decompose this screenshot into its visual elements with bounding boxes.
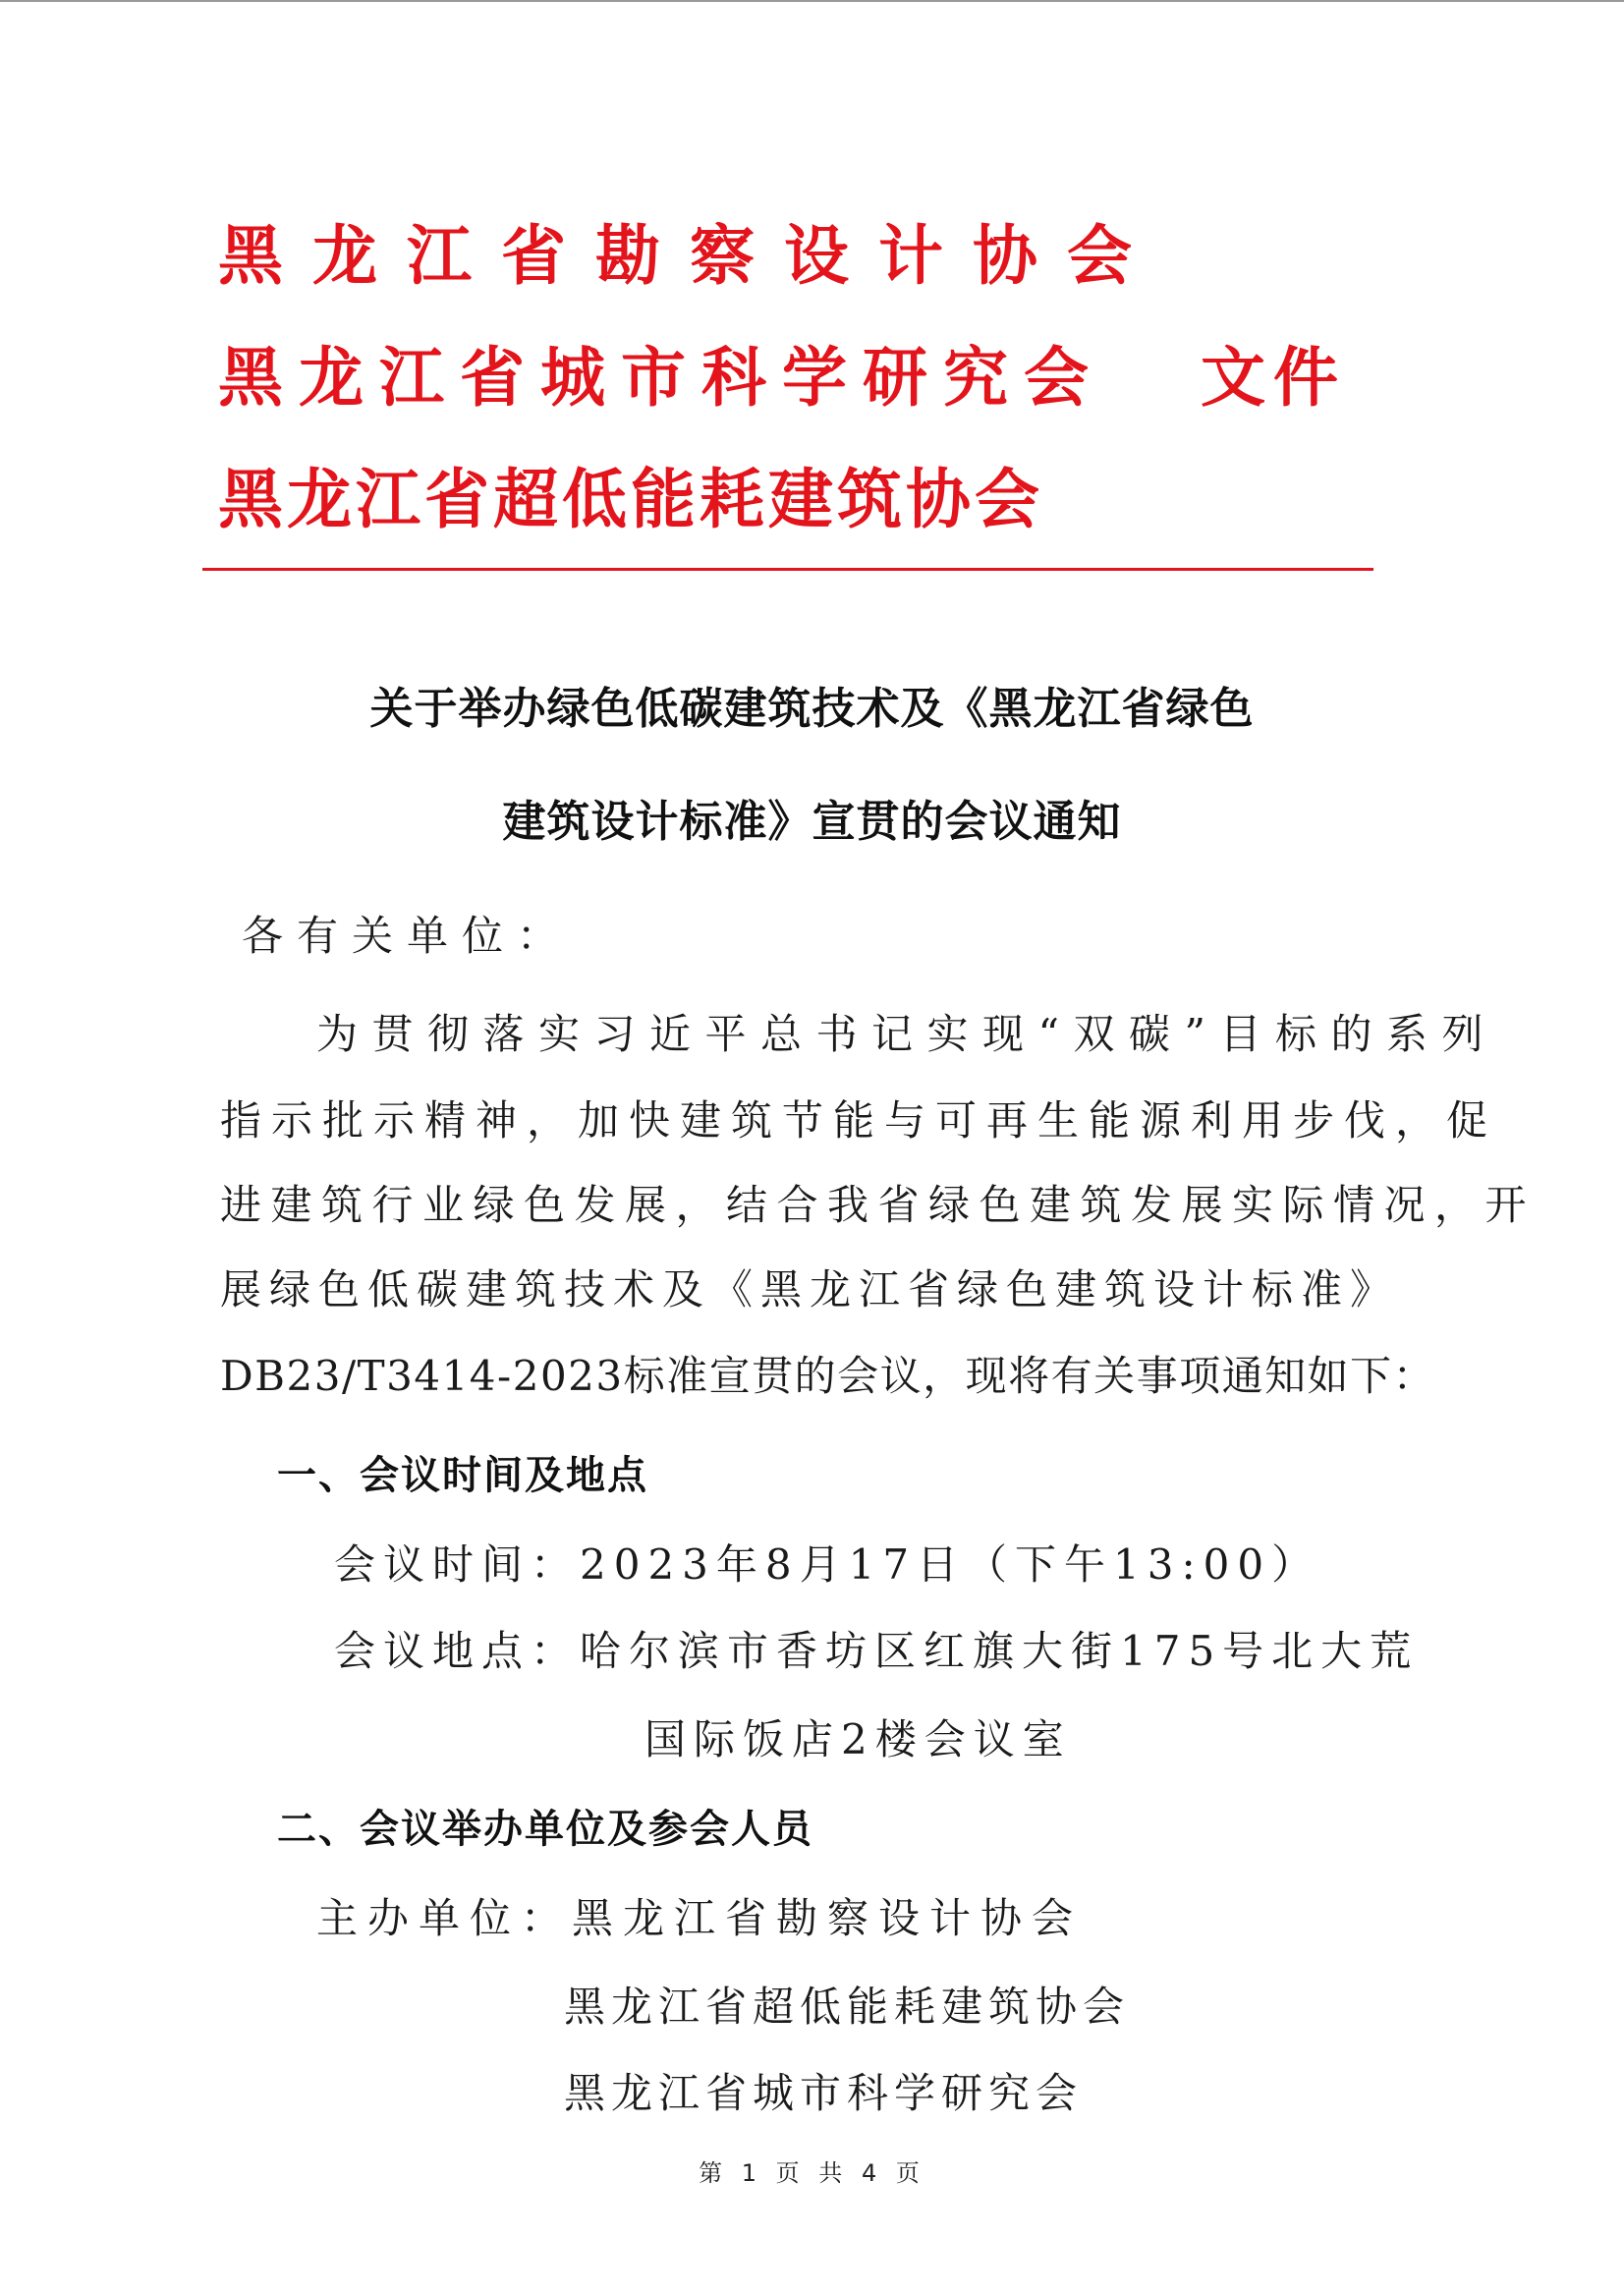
body-paragraph-line-2: 指示批示精神，加快建筑节能与可再生能源利用步伐，促	[220, 1096, 1498, 1145]
header-red-divider	[202, 568, 1373, 571]
header-org-3: 黑龙江省超低能耗建筑协会	[218, 462, 1043, 537]
body-paragraph-line-5: DB23/T3414-2023标准宣贯的会议，现将有关事项通知如下：	[220, 1352, 1436, 1400]
header-org-1: 黑龙江省勘察设计协会	[218, 218, 1161, 294]
meeting-time: 会议时间：2023年8月17日（下午13:00）	[334, 1540, 1321, 1589]
meeting-place-line-1: 会议地点：哈尔滨市香坊区红旗大街175号北大荒	[334, 1627, 1420, 1675]
document-title-line-2: 建筑设计标准》宣贯的会议通知	[502, 797, 1122, 847]
organizer-2: 黑龙江省超低能耗建筑协会	[564, 1983, 1131, 2031]
section-heading-time-place: 一、会议时间及地点	[277, 1453, 648, 1498]
section-heading-organizers: 二、会议举办单位及参会人员	[277, 1807, 813, 1852]
meeting-place-line-2: 国际饭店2楼会议室	[644, 1715, 1072, 1763]
page-number-footer: 第 1 页 共 4 页	[699, 2159, 925, 2187]
top-edge-rule	[0, 0, 1624, 2]
document-title-line-1: 关于举办绿色低碳建筑技术及《黑龙江省绿色	[369, 684, 1255, 734]
body-paragraph-line-3: 进建筑行业绿色发展，结合我省绿色建筑发展实际情况，开	[220, 1181, 1537, 1229]
header-org-2: 黑龙江省城市科学研究会	[218, 340, 1104, 416]
organizer-3: 黑龙江省城市科学研究会	[564, 2069, 1084, 2117]
body-paragraph-line-1: 为贯彻落实习近平总书记实现“双碳”目标的系列	[316, 1010, 1497, 1058]
header-doc-word: 文件	[1201, 340, 1346, 416]
body-paragraph-line-4: 展绿色低碳建筑技术及《黑龙江省绿色建筑设计标准》	[220, 1265, 1400, 1314]
salutation: 各有关单位：	[242, 912, 573, 960]
organizer-label: 主办单位：黑龙江省勘察设计协会	[316, 1894, 1084, 1942]
